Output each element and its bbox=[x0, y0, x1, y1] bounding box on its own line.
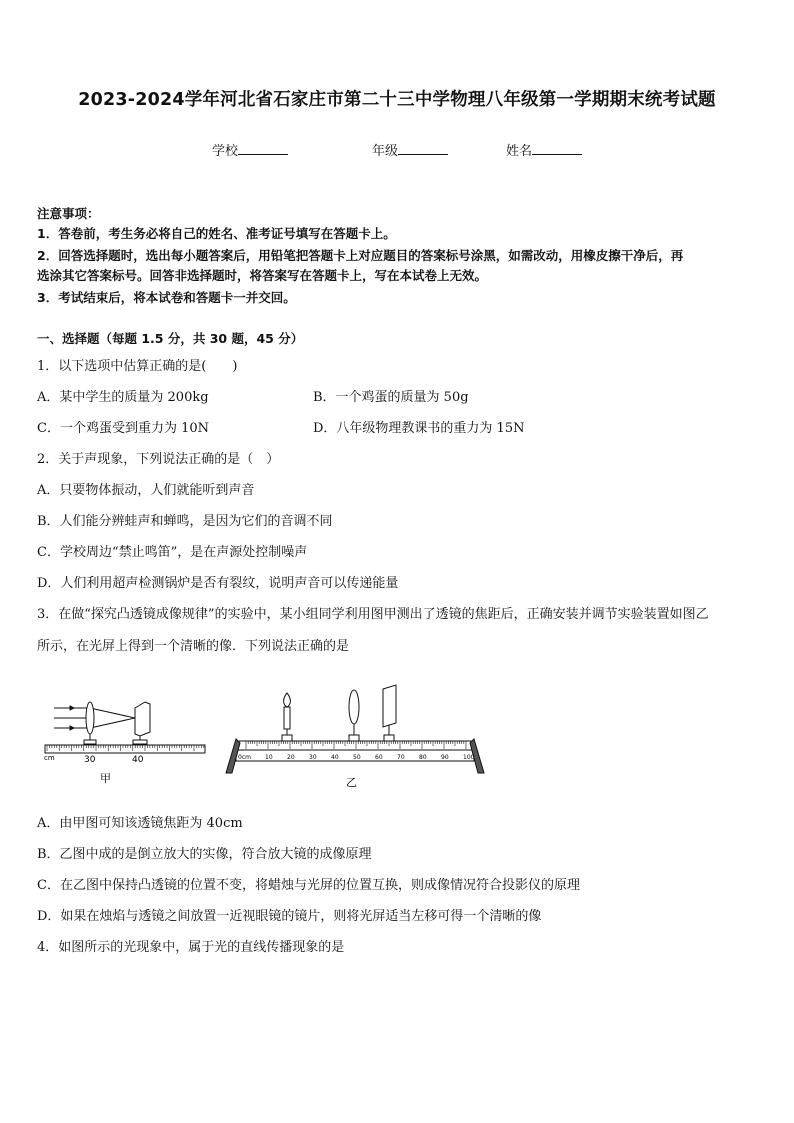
screen-icon bbox=[383, 685, 396, 741]
notice-item-3: 3．考试结束后，将本试卷和答题卡一并交回。 bbox=[37, 290, 296, 305]
notice-item-1: 1．答卷前，考生务必将自己的姓名、准考证号填写在答题卡上。 bbox=[37, 226, 396, 241]
yi-tick-label: 90 bbox=[441, 754, 449, 761]
q2-stem: 2．关于声现象，下列说法正确的是（ ） bbox=[37, 452, 280, 467]
yi-tick-label: 80 bbox=[419, 754, 427, 761]
q4-stem: 4．如图所示的光现象中，属于光的直线传播现象的是 bbox=[37, 940, 345, 955]
q1-option-c: C．一个鸡蛋受到重力为 10N bbox=[37, 421, 209, 436]
notice-item-2-cont: 选涂其它答案标号。回答非选择题时，将答案写在答题卡上，写在本试卷上无效。 bbox=[37, 268, 488, 283]
yi-tick-label: 30 bbox=[309, 754, 317, 761]
convex-lens-icon bbox=[86, 702, 94, 734]
q2-option-a: A．只要物体振动，人们就能听到声音 bbox=[37, 483, 255, 498]
school-label: 学校 bbox=[212, 144, 239, 159]
yi-tick-label: 40 bbox=[331, 754, 339, 761]
q2-option-d: D．人们利用超声检测锅炉是否有裂纹，说明声音可以传递能量 bbox=[37, 576, 399, 591]
q1-option-d: D．八年级物理教课书的重力为 15N bbox=[313, 421, 525, 436]
figure-yi bbox=[218, 683, 493, 795]
name-blank[interactable] bbox=[532, 142, 582, 155]
school-field bbox=[212, 140, 288, 159]
light-screen-icon bbox=[133, 702, 150, 744]
grade-blank[interactable] bbox=[398, 142, 448, 155]
candle-icon bbox=[282, 693, 292, 741]
exam-title: 2023-2024学年河北省石家庄市第二十三中学物理八年级第一学期期末统考试题 bbox=[78, 90, 716, 110]
q3-option-a: A．由甲图可知该透镜焦距为 40cm bbox=[37, 816, 243, 831]
lens-icon bbox=[349, 690, 359, 741]
notice-heading: 注意事项： bbox=[37, 206, 100, 221]
q3-stem-line-1: 3．在做“探究凸透镜成像规律”的实验中，某小组同学利用图甲测出了透镜的焦距后，正确安装并调节实验装置如图乙 bbox=[37, 607, 709, 622]
q2-option-b: B．人们能分辨蛙声和蝉鸣，是因为它们的音调不同 bbox=[37, 514, 333, 529]
yi-tick-label: 70 bbox=[397, 754, 405, 761]
jia-unit: cm bbox=[44, 754, 55, 762]
figure-jia bbox=[40, 690, 210, 795]
yi-tick-label: 10 bbox=[265, 754, 273, 761]
yi-tick-label: 60 bbox=[375, 754, 383, 761]
ruler-jia bbox=[45, 745, 205, 753]
notice-item-2: 2．回答选择题时，选出每小题答案后，用铅笔把答题卡上对应题目的答案标号涂黑，如需改动，用橡皮擦干净后，再 bbox=[37, 248, 684, 263]
q3-stem-line-2: 所示，在光屏上得到一个清晰的像．下列说法正确的是 bbox=[37, 639, 350, 654]
jia-label: 甲 bbox=[100, 772, 111, 785]
q1-option-b: B．一个鸡蛋的质量为 50g bbox=[313, 390, 469, 405]
q1-option-a: A．某中学生的质量为 200kg bbox=[37, 390, 209, 405]
jia-tick-40: 40 bbox=[132, 755, 144, 765]
grade-field bbox=[372, 140, 448, 159]
q3-option-c: C．在乙图中保持凸透镜的位置不变，将蜡烛与光屏的位置互换，则成像情况符合投影仪的原理 bbox=[37, 878, 580, 893]
name-field bbox=[506, 140, 582, 159]
yi-tick-label: 20 bbox=[287, 754, 295, 761]
q2-option-c: C．学校周边“禁止鸣笛”，是在声源处控制噪声 bbox=[37, 545, 308, 560]
yi-unit: 0cm bbox=[238, 754, 251, 761]
jia-tick-30: 30 bbox=[84, 755, 96, 765]
yi-tick-label: 50 bbox=[353, 754, 361, 761]
q1-stem: 1．以下选项中估算正确的是( ) bbox=[37, 359, 238, 374]
q3-option-b: B．乙图中成的是倒立放大的实像，符合放大镜的成像原理 bbox=[37, 847, 372, 862]
section-heading: 一、选择题（每题 1.5 分，共 30 题，45 分） bbox=[37, 331, 304, 346]
yi-tick-label: 100 bbox=[463, 754, 475, 761]
q3-option-d: D．如果在烛焰与透镜之间放置一近视眼镜的镜片，则将光屏适当左移可得一个清晰的像 bbox=[37, 909, 542, 924]
yi-label: 乙 bbox=[346, 776, 357, 789]
name-label: 姓名 bbox=[506, 144, 533, 159]
school-blank[interactable] bbox=[238, 142, 288, 155]
grade-label: 年级 bbox=[372, 144, 399, 159]
